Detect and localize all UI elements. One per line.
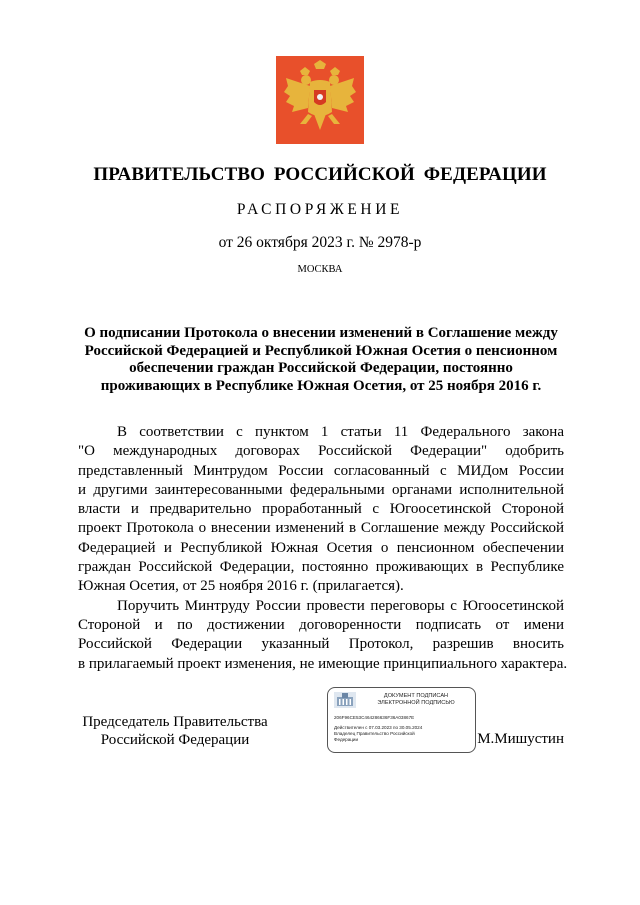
body-line: Федерацией и Республикой Южная Осетия о пенсионном обеспечении: [78, 539, 564, 556]
coat-of-arms-emblem: [276, 56, 364, 144]
body-line: и другими заинтересованными федеральными органами исполнительной: [78, 481, 564, 498]
body-line: власти и предварительно проработанный с Югоосетинской Стороной: [78, 501, 564, 518]
stamp-owner: Владелец Правительство Российской: [334, 731, 415, 736]
body-line: Стороной и по достижении договоренности подписать от имени: [78, 616, 564, 633]
signer-position-line: Российской Федерации: [100, 732, 250, 748]
government-title: ПРАВИТЕЛЬСТВО РОССИЙСКОЙ ФЕДЕРАЦИИ: [93, 164, 547, 185]
body-line: граждан Российской Федерации, постоянно проживающих в Республике: [78, 559, 564, 576]
body-line: Российской Федерации указанный Протокол, разрешив вносить: [78, 636, 564, 653]
stamp-title-line: ДОКУМЕНТ ПОДПИСАН: [383, 693, 449, 699]
body-line: представленный Минтрудом России согласованный с МИДом России: [78, 462, 564, 479]
body-line: в прилагаемый проект изменения, не имеющие принципиального характера.: [78, 655, 568, 672]
body-line: "О международных договорах Российской Федерации" одобрить: [78, 443, 564, 460]
subject-line: Российской Федерацией и Республикой Южная Осетия о пенсионном: [84, 342, 558, 359]
body-line: Поручить Минтруду России провести переговоры с Югоосетинской: [117, 597, 564, 614]
document-body: [78, 423, 568, 674]
body-line: В соответствии с пунктом 1 статьи 11 Федерального закона: [117, 424, 564, 440]
electronic-signature-stamp: [327, 687, 476, 753]
document-date-number: от 26 октября 2023 г. № 2978-р: [218, 234, 422, 251]
stamp-validity: Действителен с 07.03.2023 по 30.05.2024: [334, 725, 423, 730]
government-building-icon: [334, 692, 356, 708]
signer-name: М.Мишустин: [477, 731, 564, 747]
document-type: РАСПОРЯЖЕНИЕ: [236, 201, 404, 218]
subject-line: обеспечении граждан Российской Федерации, постоянно: [129, 360, 513, 377]
stamp-title: [360, 693, 472, 707]
body-line: проект Протокола о внесении изменений в Соглашение между Российской: [78, 520, 564, 537]
subject-line: проживающих в Республике Южная Осетия, от 25 ноября 2016 г.: [100, 377, 542, 394]
stamp-title-line: ЭЛЕКТРОННОЙ ПОДПИСЬЮ: [377, 700, 455, 706]
body-line: Южная Осетия, от 25 ноября 2016 г. (прилагается).: [78, 578, 404, 595]
double-headed-eagle-icon: [276, 56, 364, 144]
signer-position-line: Председатель Правительства: [82, 714, 268, 730]
document-city: МОСКВА: [297, 264, 343, 275]
stamp-serial: 206F96CE53C464286636F36A03867E: [334, 715, 415, 720]
document-subject: [76, 325, 566, 395]
signer-position: [70, 713, 280, 749]
subject-line: О подписании Протокола о внесении изменений в Соглашение между: [84, 325, 558, 341]
stamp-owner: Федерации: [334, 737, 359, 742]
